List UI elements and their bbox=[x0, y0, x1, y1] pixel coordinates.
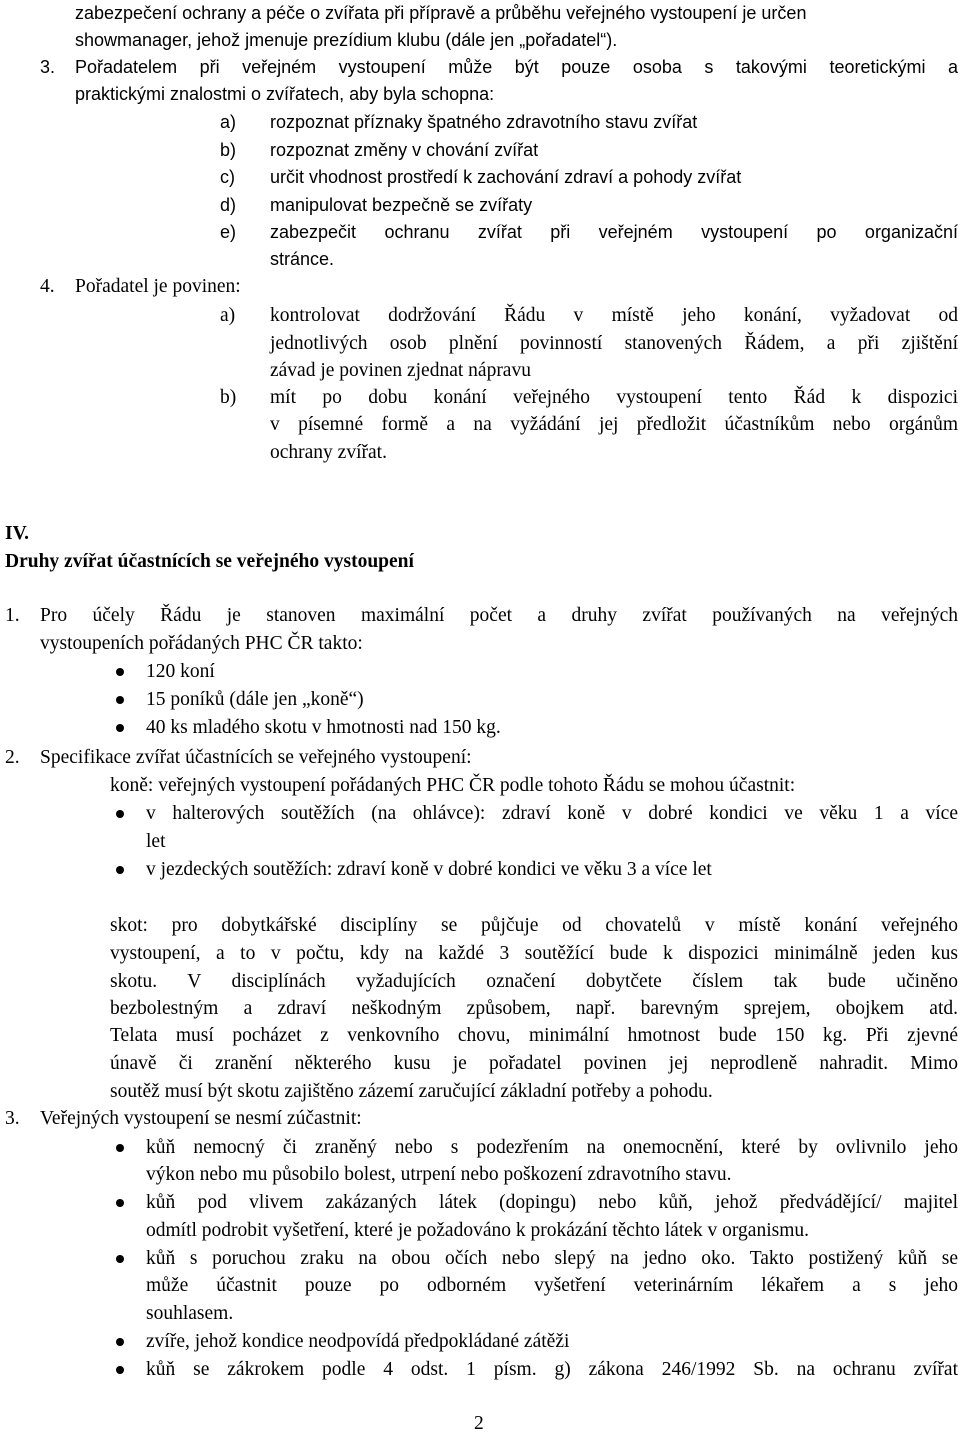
list-marker: a) bbox=[220, 305, 236, 326]
list-item: 15 poníků (dále jen „koně“) bbox=[146, 689, 364, 710]
bullet-icon bbox=[116, 1366, 124, 1374]
bullet-icon bbox=[116, 668, 124, 676]
list-item: kůň nemocný či zraněný nebo s podezřením na onemocnění, které by ovlivnilo jeho bbox=[146, 1137, 958, 1158]
bullet-icon bbox=[116, 866, 124, 874]
list-item: závad je povinen zjednat nápravu bbox=[270, 360, 531, 381]
section-number: IV. bbox=[5, 523, 30, 544]
text-line: Veřejných vystoupení se nesmí zúčastnit: bbox=[40, 1108, 362, 1129]
list-item: rozpoznat příznaky špatného zdravotního stavu zvířat bbox=[270, 112, 698, 132]
list-marker: b) bbox=[220, 140, 237, 160]
bullet-icon bbox=[116, 1199, 124, 1207]
text-line: skot: pro dobytkářské disciplíny se půjčuje od chovatelů v místě konání veřejného bbox=[110, 915, 958, 936]
list-number: 1. bbox=[5, 605, 20, 626]
list-item: určit vhodnost prostředí k zachování zdraví a pohody zvířat bbox=[270, 167, 742, 187]
list-item: výkon nebo mu působilo bolest, utrpení nebo poškození zdravotního stavu. bbox=[146, 1164, 732, 1185]
text-line: bezbolestným a zdraví neškodným způsobem, např. barevným sprejem, obojkem atd. bbox=[110, 998, 958, 1019]
list-item: rozpoznat změny v chování zvířat bbox=[270, 140, 539, 160]
list-marker: d) bbox=[220, 195, 237, 215]
text-line: Pořadatel je povinen: bbox=[75, 276, 241, 297]
list-item: zvíře, jehož kondice neodpovídá předpokládané zátěži bbox=[146, 1331, 570, 1352]
list-item: souhlasem. bbox=[146, 1303, 234, 1324]
list-item: 120 koní bbox=[146, 661, 215, 682]
text-line: soutěž musí být skotu zajištěno zázemí zaručující základní potřeby a pohodu. bbox=[110, 1081, 713, 1102]
list-item: manipulovat bezpečně se zvířaty bbox=[270, 195, 533, 215]
text-line: vystoupení, a to v počtu, kdy na každé 3 soutěžící bude k dispozici minimálně jeden kus bbox=[110, 943, 958, 964]
page-number: 2 bbox=[474, 1413, 484, 1434]
text-line: Specifikace zvířat účastnících se veřejného vystoupení: bbox=[40, 747, 472, 768]
list-number: 4. bbox=[40, 276, 55, 297]
text-line: vystoupeních pořádaných PHC ČR takto: bbox=[40, 633, 363, 654]
list-marker: c) bbox=[220, 167, 235, 187]
text-line: únavě či zranění některého kusu je pořadatel povinen jej neprodleně nahradit. Mimo bbox=[110, 1053, 958, 1074]
list-marker: e) bbox=[220, 222, 237, 242]
list-item: v jezdeckých soutěžích: zdraví koně v dobré kondici ve věku 3 a více let bbox=[146, 859, 712, 880]
list-item: let bbox=[146, 831, 166, 852]
list-item: kůň s poruchou zraku na obou očích nebo slepý na jedno oko. Takto postižený kůň se bbox=[146, 1248, 958, 1269]
list-item: ochrany zvířat. bbox=[270, 442, 387, 463]
text-line: Pořadatelem při veřejném vystoupení může být pouze osoba s takovými teoretickými a bbox=[75, 57, 958, 77]
list-item: odmítl podrobit vyšetření, které je požadováno k prokázání těchto látek v organismu. bbox=[146, 1220, 809, 1241]
list-item: v halterových soutěžích (na ohlávce): zdraví koně v dobré kondici ve věku 1 a více bbox=[146, 803, 958, 824]
text-line: praktickými znalostmi o zvířatech, aby byla schopna: bbox=[75, 84, 495, 104]
list-marker: b) bbox=[220, 387, 237, 408]
list-item: kůň se zákrokem podle 4 odst. 1 písm. g) zákona 246/1992 Sb. na ochranu zvířat bbox=[146, 1359, 958, 1380]
section-title: Druhy zvířat účastnících se veřejného vystoupení bbox=[5, 551, 414, 572]
list-item: mít po dobu konání veřejného vystoupení tento Řád k dispozici bbox=[270, 387, 958, 408]
text-line: zabezpečení ochrany a péče o zvířata při přípravě a průběhu veřejného vystoupení je určen bbox=[75, 3, 807, 23]
list-item: zabezpečit ochranu zvířat při veřejném vystoupení po organizační bbox=[270, 222, 958, 242]
list-item: 40 ks mladého skotu v hmotnosti nad 150 kg. bbox=[146, 717, 501, 738]
text-line: koně: veřejných vystoupení pořádaných PHC ČR podle tohoto Řádu se mohou účastnit: bbox=[110, 775, 796, 796]
list-item: kůň pod vlivem zakázaných látek (dopingu) nebo kůň, jehož předvádějící/ majitel bbox=[146, 1192, 958, 1213]
bullet-icon bbox=[116, 810, 124, 818]
bullet-icon bbox=[116, 1255, 124, 1263]
bullet-icon bbox=[116, 1338, 124, 1346]
bullet-icon bbox=[116, 724, 124, 732]
list-item: může účastnit pouze po odborném vyšetření veterinárním lékařem a s jeho bbox=[146, 1275, 958, 1296]
bullet-icon bbox=[116, 696, 124, 704]
text-line: skotu. V disciplínách vyžadujících označení dobytčete číslem tak bude učiněno bbox=[110, 971, 958, 992]
list-item: kontrolovat dodržování Řádu v místě jeho konání, vyžadovat od bbox=[270, 305, 958, 326]
text-line: showmanager, jehož jmenuje prezídium klubu (dále jen „pořadatel“). bbox=[75, 30, 618, 50]
text-line: Pro účely Řádu je stanoven maximální počet a druhy zvířat používaných na veřejných bbox=[40, 605, 958, 626]
list-item: v písemné formě a na vyžádání jej předložit účastníkům nebo orgánům bbox=[270, 414, 958, 435]
list-item: stránce. bbox=[270, 249, 335, 269]
bullet-icon bbox=[116, 1144, 124, 1152]
list-number: 2. bbox=[5, 747, 20, 768]
list-number: 3. bbox=[5, 1108, 20, 1129]
list-number: 3. bbox=[40, 57, 56, 77]
text-line: Telata musí pocházet z venkovního chovu, minimální hmotnost bude 150 kg. Při zjevné bbox=[110, 1025, 958, 1046]
list-item: jednotlivých osob plnění povinností stanovených Řádem, a při zjištění bbox=[270, 333, 958, 354]
list-marker: a) bbox=[220, 112, 237, 132]
